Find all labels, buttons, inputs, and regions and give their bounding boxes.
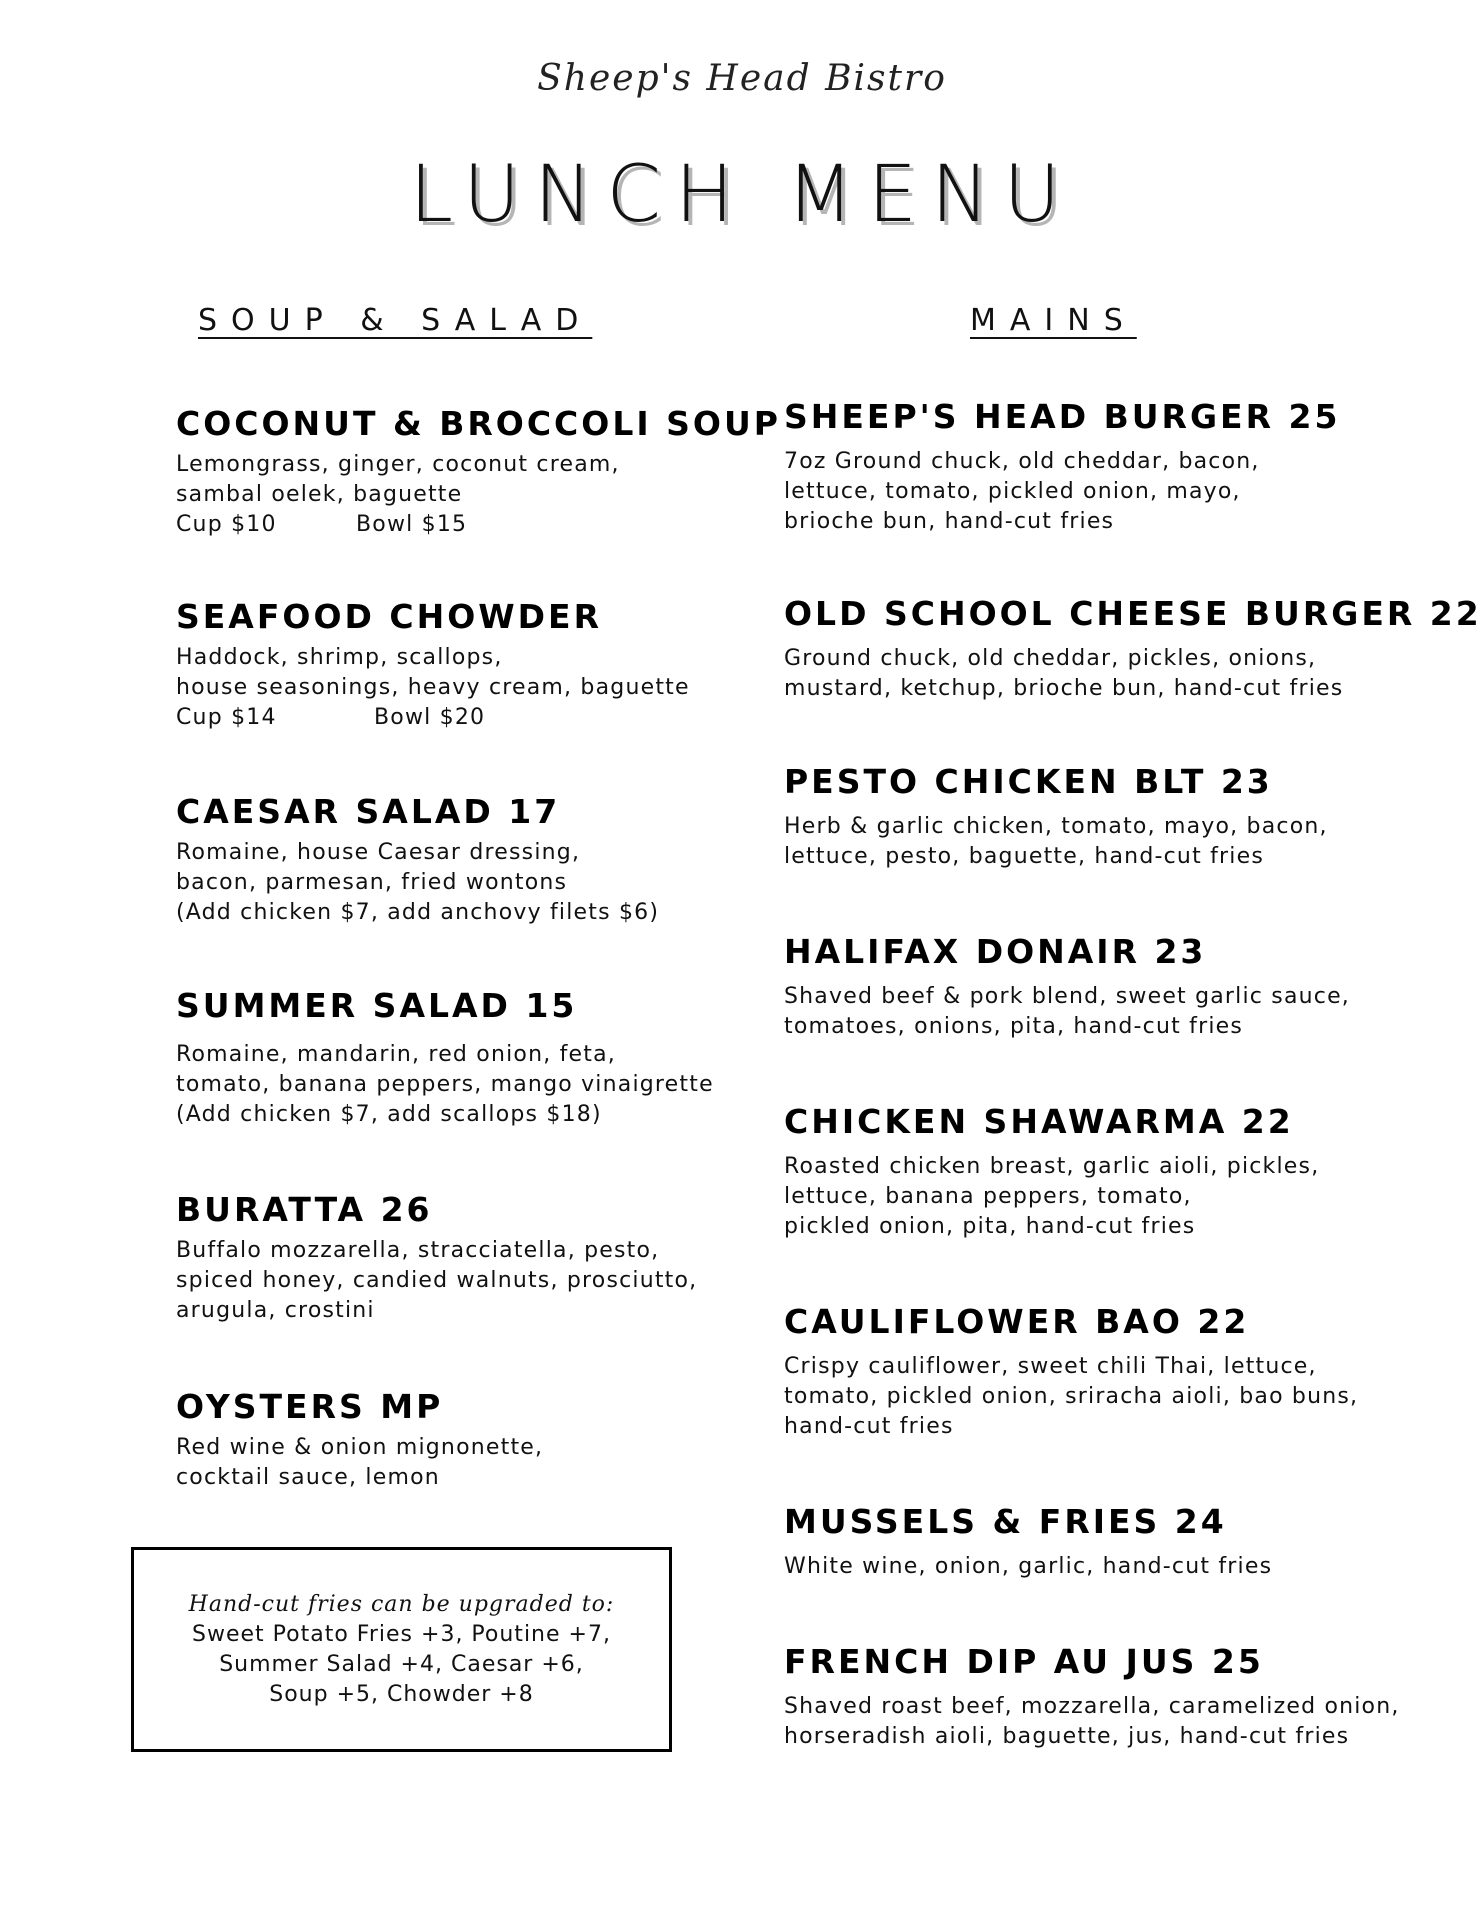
item-description: Buffalo mozzarella, stracciatella, pesto, — [176, 1238, 660, 1263]
item-description: pickled onion, pita, hand-cut fries — [784, 1214, 1196, 1239]
fries-upgrade-note: Hand-cut fries can be upgraded to: — [188, 1591, 615, 1617]
item-description: hand-cut fries — [784, 1414, 954, 1439]
item-description: Ground chuck, old cheddar, pickles, onions, — [784, 646, 1317, 671]
menu-item — [784, 395, 1454, 537]
menu-item — [176, 1385, 756, 1493]
menu-item — [784, 1640, 1454, 1752]
item-description: White wine, onion, garlic, hand-cut fries — [784, 1554, 1273, 1579]
item-prices — [176, 703, 756, 733]
item-description: house seasonings, heavy cream, baguette — [176, 675, 690, 700]
bowl-price: Bowl $15 — [356, 512, 468, 537]
item-name: COCONUT & BROCCOLI SOUP — [176, 404, 781, 443]
fries-upgrade-option: Soup +5, Chowder +8 — [269, 1681, 534, 1707]
item-add-ons: (Add chicken $7, add anchovy filets $6) — [176, 900, 660, 925]
menu-item — [784, 1100, 1454, 1242]
item-description: tomatoes, onions, pita, hand-cut fries — [784, 1014, 1244, 1039]
item-description: Shaved roast beef, mozzarella, caramelized onion, — [784, 1694, 1400, 1719]
menu-item — [176, 1188, 756, 1326]
item-description: Crispy cauliflower, sweet chili Thai, lettuce, — [784, 1354, 1317, 1379]
section-heading-soup-salad: SOUP & SALAD — [198, 303, 593, 338]
item-description: lettuce, pesto, baguette, hand-cut fries — [784, 844, 1264, 869]
item-description: tomato, pickled onion, sriracha aioli, bao buns, — [784, 1384, 1359, 1409]
item-description: horseradish aioli, baguette, jus, hand-cut fries — [784, 1724, 1350, 1749]
item-description: bacon, parmesan, fried wontons — [176, 870, 568, 895]
item-name: BURATTA 26 — [176, 1190, 433, 1229]
item-description: Romaine, house Caesar dressing, — [176, 840, 581, 865]
item-name: PESTO CHICKEN BLT 23 — [784, 762, 1273, 801]
item-description: spiced honey, candied walnuts, prosciutto, — [176, 1268, 698, 1293]
item-name: HALIFAX DONAIR 23 — [784, 932, 1207, 971]
item-name: FRENCH DIP AU JUS 25 — [784, 1642, 1264, 1681]
section-heading-mains: MAINS — [970, 303, 1137, 338]
item-name: MUSSELS & FRIES 24 — [784, 1502, 1227, 1541]
item-description: brioche bun, hand-cut fries — [784, 509, 1115, 534]
item-description: Haddock, shrimp, scallops, — [176, 645, 503, 670]
menu-item — [784, 760, 1454, 872]
item-name: OYSTERS MP — [176, 1387, 444, 1426]
item-name: CHICKEN SHAWARMA 22 — [784, 1102, 1294, 1141]
item-add-ons: (Add chicken $7, add scallops $18) — [176, 1102, 602, 1127]
fries-upgrade-option: Sweet Potato Fries +3, Poutine +7, — [192, 1621, 611, 1647]
menu-item — [176, 984, 756, 1130]
item-description: lettuce, banana peppers, tomato, — [784, 1184, 1192, 1209]
menu-item — [784, 1500, 1454, 1582]
menu-item — [784, 592, 1482, 704]
fries-upgrade-option: Summer Salad +4, Caesar +6, — [219, 1651, 584, 1677]
item-description: cocktail sauce, lemon — [176, 1465, 440, 1490]
item-name: OLD SCHOOL CHEESE BURGER 22 — [784, 594, 1482, 633]
cup-price: Cup $10 — [176, 512, 277, 537]
menu-item — [176, 595, 756, 733]
item-prices — [176, 510, 756, 540]
item-description: Lemongrass, ginger, coconut cream, — [176, 452, 620, 477]
item-description: lettuce, tomato, pickled onion, mayo, — [784, 479, 1241, 504]
item-description: 7oz Ground chuck, old cheddar, bacon, — [784, 449, 1260, 474]
item-name: SHEEP'S HEAD BURGER 25 — [784, 397, 1341, 436]
restaurant-name: Sheep's Head Bistro — [537, 58, 947, 99]
item-name: SUMMER SALAD 15 — [176, 986, 578, 1025]
menu-item — [784, 930, 1454, 1042]
cup-price: Cup $14 — [176, 705, 277, 730]
item-description: tomato, banana peppers, mango vinaigrette — [176, 1072, 714, 1097]
bowl-price: Bowl $20 — [374, 705, 486, 730]
menu-item — [176, 402, 781, 540]
item-name: CAESAR SALAD 17 — [176, 792, 561, 831]
item-description: arugula, crostini — [176, 1298, 375, 1323]
item-description: Roasted chicken breast, garlic aioli, pickles, — [784, 1154, 1320, 1179]
item-description: sambal oelek, baguette — [176, 482, 463, 507]
item-name: CAULIFLOWER BAO 22 — [784, 1302, 1250, 1341]
item-description: Herb & garlic chicken, tomato, mayo, bacon, — [784, 814, 1328, 839]
menu-item — [784, 1300, 1454, 1442]
menu-item — [176, 790, 756, 928]
menu-title: LUNCH MENU — [409, 150, 1075, 240]
item-name: SEAFOOD CHOWDER — [176, 597, 603, 636]
item-description: mustard, ketchup, brioche bun, hand-cut fries — [784, 676, 1344, 701]
fries-upgrade-box — [131, 1547, 672, 1752]
item-description: Red wine & onion mignonette, — [176, 1435, 544, 1460]
item-description: Romaine, mandarin, red onion, feta, — [176, 1042, 616, 1067]
item-description: Shaved beef & pork blend, sweet garlic sauce, — [784, 984, 1350, 1009]
